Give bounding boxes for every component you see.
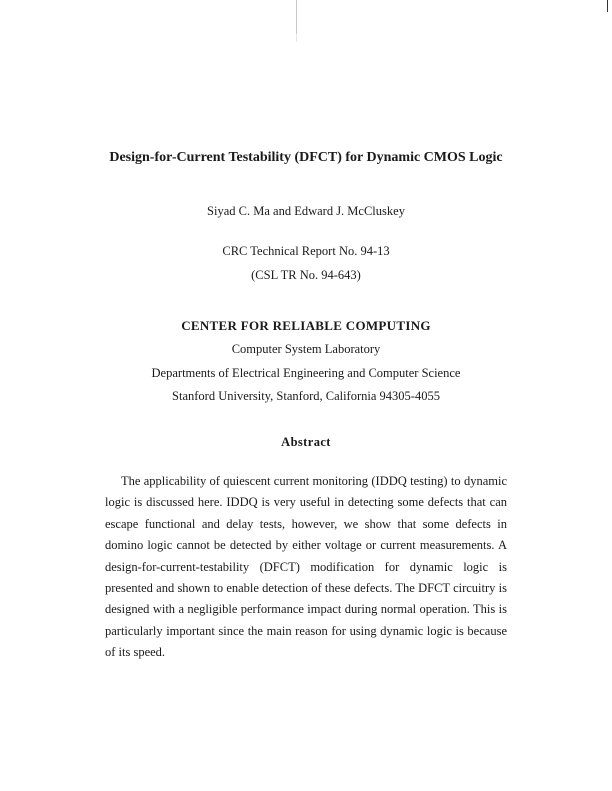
departments-line: Departments of Electrical Engineering and Computer Science: [151, 366, 461, 380]
university-address: Stanford University, Stanford, California 94305-4055: [172, 389, 440, 403]
scan-fold-mark-faint: [296, 34, 297, 42]
scan-edge-mark: [607, 0, 608, 12]
author-list: Siyad C. Ma and Edward J. McCluskey: [207, 204, 405, 218]
scan-fold-mark: [296, 0, 297, 34]
report-number: CRC Technical Report No. 94-13: [222, 244, 390, 258]
laboratory-name: Computer System Laboratory: [231, 342, 381, 356]
research-center-name: CENTER FOR RELIABLE COMPUTING: [181, 318, 431, 333]
csl-report-number: (CSL TR No. 94-643): [251, 268, 361, 282]
paper-title: Design-for-Current Testability (DFCT) for Dynamic CMOS Logic: [109, 150, 503, 165]
abstract-heading: Abstract: [281, 435, 331, 449]
abstract-body: The applicability of quiescent current monitoring (IDDQ testing) to dynamic logic is discussed here. IDDQ is very useful in detecting some defects that can escape functional and delay tests, however, we show that some defects in domino logic cannot be detected by either voltage or current measurements. A design-for-current-testability (DFCT) modification for dynamic logic is presented and shown to enable detection of these defects. The DFCT circuitry is designed with a negligible performance impact during normal operation. This is particularly important since the main reason for using dynamic logic is because of its speed.: [105, 474, 507, 660]
